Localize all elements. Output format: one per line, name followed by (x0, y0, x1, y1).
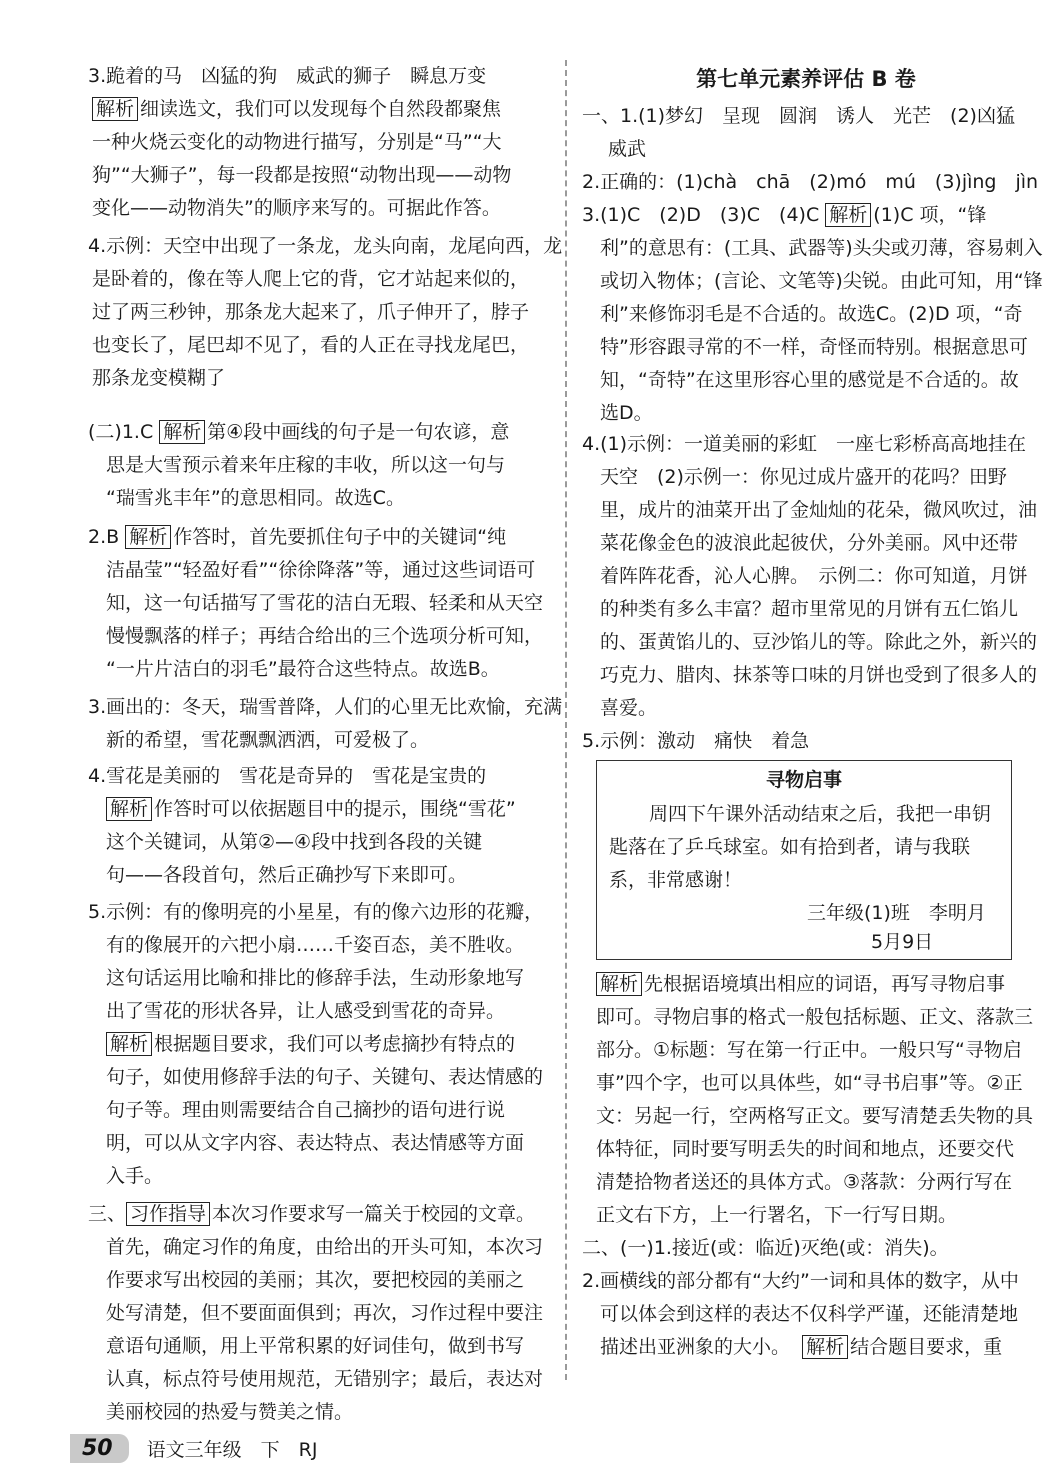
page-number: 50 (70, 1434, 129, 1463)
analysis-tag: 解析 (106, 1032, 152, 1056)
p2q3-line1: 3.画出的：冬天，瑞雪普降，人们的心里无比欢愉，充满 (88, 696, 563, 718)
s1q5b-line4: 事”四个字，也可以具体些，如“寻书启事”等。②正 (596, 1072, 1023, 1094)
analysis-tag: 解析 (125, 525, 171, 549)
s1q3-line2: 利”的意思有：(工具、武器等)头尖或刃薄，容易刺入 (600, 237, 1043, 259)
p3-line4: 处写清楚，但不要面面俱到；再次，习作过程中要注 (106, 1302, 544, 1324)
s1q5b-line2: 即可。寻物启事的格式一般包括标题、正文、落款三 (596, 1006, 1034, 1028)
s1q4-line9: 喜爱。 (600, 697, 658, 719)
p2q2-line1: 2.B 解析 作答时，首先要抓住句子中的关键词“纯 (88, 526, 507, 548)
p2q1-line3: “瑞雪兆丰年”的意思相同。故选C。 (106, 487, 405, 509)
s1q3-line3: 或切入物体；(言论、文笔等)尖锐。由此可知，用“锋 (600, 270, 1043, 292)
s1q3-line1: 3.(1)C (2)D (3)C (4)C 解析 (1)C 项，“锋 (582, 204, 987, 226)
q4-line2: 是卧着的，像在等人爬上它的背，它才站起来似的， (92, 268, 530, 290)
s1q1-line2: 威武 (608, 138, 647, 160)
p2q2-line5: “一片片洁白的羽毛”最符合这些特点。故选B。 (106, 658, 500, 680)
q3-analysis-line: 解析 细读选文，我们可以发现每个自然段都聚焦 (92, 93, 501, 125)
analysis-tag: 解析 (106, 797, 152, 821)
column-divider (565, 60, 567, 1380)
p2q3-line2: 新的希望，雪花飘飘洒洒，可爱极了。 (106, 729, 430, 751)
p2q4-line4: 句——各段首句，然后正确抄写下来即可。 (106, 864, 468, 886)
p2q5-analysis: 解析 根据题目要求，我们可以考虑摘抄有特点的 (106, 1028, 515, 1060)
p2q5-line8: 明，可以从文字内容、表达特点、表达情感等方面 (106, 1132, 525, 1154)
p2q4-line1: 4.雪花是美丽的 雪花是奇异的 雪花是宝贵的 (88, 765, 487, 787)
analysis-tag: 解析 (596, 972, 642, 996)
q3-line3: 一种火烧云变化的动物进行描写，分别是“马”“大 (92, 131, 502, 153)
s1q4-line6: 的种类有多么丰富？超市里常见的月饼有五仁馅儿 (600, 598, 1019, 620)
p2q5-line6: 句子，如使用修辞手法的句子、关键句、表达情感的 (106, 1066, 544, 1088)
p2q2-line4: 慢慢飘落的样子；再结合给出的三个选项分析可知， (106, 625, 544, 647)
s1q4-line2: 天空 (2)示例一：你见过成片盛开的花吗？田野 (600, 466, 1007, 488)
notice-date: 5月9日 (871, 931, 934, 953)
s1q5b-line3: 部分。①标题：写在第一行正中。一般只写“寻物启 (596, 1039, 1022, 1061)
s1q4-line5: 着阵阵花香，沁人心脾。 示例二：你可知道，月饼 (600, 565, 1028, 587)
q3-line1: 3.跪着的马 凶猛的狗 威武的狮子 瞬息万变 (88, 65, 487, 87)
notice-line2: 匙落在了乒乓球室。如有拾到者，请与我联 (609, 836, 971, 858)
p3-line6: 认真，标点符号使用规范，无错别字；最后，表达对 (106, 1368, 544, 1390)
p2q1-line1: (二)1.C 解析 第④段中画线的句子是一句农谚，意 (88, 421, 510, 443)
notice-line3: 系，非常感谢！ (609, 869, 743, 891)
q4-line1: 4.示例：天空中出现了一条龙，龙头向南，龙尾向西，龙 (88, 235, 563, 257)
p2q5-line3: 这句话运用比喻和排比的修辞手法，生动形象地写 (106, 967, 525, 989)
p3-line5: 意语句通顺，用上平常积累的好词佳句，做到书写 (106, 1335, 525, 1357)
p2q4-analysis: 解析 作答时可以依据题目中的提示，围绕“雪花” (106, 793, 516, 825)
page-footer (70, 1428, 317, 1468)
q4-line5: 那条龙变模糊了 (92, 367, 226, 389)
p2q5-line1: 5.示例：有的像明亮的小星星，有的像六边形的花瓣， (88, 901, 544, 923)
s1q1-line1: 一、1.(1)梦幻 呈现 圆润 诱人 光芒 (2)凶猛 (582, 105, 1015, 127)
s1q5b-line6: 体特征，同时要写明丢失的时间和地点，还要交代 (596, 1138, 1015, 1160)
p2q5-line2: 有的像展开的六把小扇……千姿百态，美不胜收。 (106, 934, 525, 956)
analysis-tag: 解析 (92, 97, 138, 121)
s1q3-line5: 特”形容跟寻常的不一样，奇怪而特别。根据意思可 (600, 336, 1028, 358)
p2q1-line2: 思是大雪预示着来年庄稼的丰收，所以这一句与 (106, 454, 506, 476)
s1q3-line4: 利”来修饰羽毛是不合适的。故选C。(2)D 项，“奇 (600, 303, 1023, 325)
q3-line5: 变化——动物消失”的顺序来写的。可据此作答。 (92, 197, 501, 219)
p2q5-line7: 句子等。理由则需要结合自己摘抄的语句进行说 (106, 1099, 506, 1121)
p2q4-line3: 这个关键词，从第②—④段中找到各段的关键 (106, 831, 483, 853)
p2q2-line3: 知，这一句话描写了雪花的洁白无瑕、轻柔和从天空 (106, 592, 544, 614)
p2q5-line9: 入手。 (106, 1165, 164, 1187)
s1q5b-analysis: 解析 先根据语境填出相应的词语，再写寻物启事 (596, 968, 1005, 1000)
q4-line3: 过了两三秒钟，那条龙大起来了，爪子伸开了，脖子 (92, 301, 530, 323)
s1q4-line1: 4.(1)示例：一道美丽的彩虹 一座七彩桥高高地挂在 (582, 433, 1027, 455)
notice-title: 寻物启事 (765, 769, 842, 791)
s1q5b-line5: 文：另起一行，空两格写正文。要写清楚丢失物的具 (596, 1105, 1034, 1127)
s1q5b-line8: 正文右下方，上一行署名，下一行写日期。 (596, 1204, 958, 1226)
s1q4-line4: 菜花像金色的波浪此起彼伏，分外美丽。风中还带 (600, 532, 1019, 554)
analysis-tag: 解析 (802, 1335, 848, 1359)
s1q5: 5.示例：激动 痛快 着急 (582, 730, 810, 752)
p3-line1: 三、 习作指导 本次习作要求写一篇关于校园的文章。 (88, 1203, 536, 1225)
notice-signature: 三年级(1)班 李明月 (807, 902, 986, 924)
p2q2-line2: 洁晶莹”“轻盈好看”“徐徐降落”等，通过这些词语可 (106, 559, 536, 581)
p3-line3: 作要求写出校园的美丽；其次，要把校园的美丽之 (106, 1269, 525, 1291)
s1q4-line3: 里，成片的油菜开出了金灿灿的花朵，微风吹过，油 (600, 499, 1038, 521)
section-title: 第七单元素养评估 B 卷 (696, 67, 916, 91)
p3-line2: 首先，确定习作的角度，由给出的开头可知，本次习 (106, 1236, 544, 1258)
s1q3-line7: 选D。 (600, 402, 653, 424)
analysis-tag: 解析 (159, 420, 205, 444)
footer-label: 语文三年级 下 RJ (146, 1438, 318, 1461)
s1q4-line7: 的、蛋黄馅儿的、豆沙馅儿的等。除此之外，新兴的 (600, 631, 1038, 653)
writing-guide-tag: 习作指导 (126, 1202, 210, 1226)
s1q2: 2.正确的：(1)chà chā (2)mó mú (3)jìng jìn (582, 171, 1039, 193)
lost-item-notice (596, 760, 1012, 960)
s2q1: 二、(一)1.接近(或：临近)灭绝(或：消失)。 (582, 1237, 949, 1259)
q4-line4: 也变长了，尾巴却不见了，看的人正在寻找龙尾巴， (92, 334, 530, 356)
s1q3-line6: 知，“奇特”在这里形容心里的感觉是不合适的。故 (600, 369, 1019, 391)
s2q2-line1: 2.画横线的部分都有“大约”一词和具体的数字，从中 (582, 1270, 1019, 1292)
s1q5b-line7: 清楚拾物者送还的具体方式。③落款：分两行写在 (596, 1171, 1013, 1193)
notice-line1: 周四下午课外活动结束之后，我把一串钥 (649, 803, 992, 825)
p3-line7: 美丽校园的热爱与赞美之情。 (106, 1401, 354, 1423)
analysis-tag: 解析 (825, 203, 871, 227)
p2q5-line4: 出了雪花的形状各异，让人感受到雪花的奇异。 (106, 1000, 506, 1022)
s1q4-line8: 巧克力、腊肉、抹茶等口味的月饼也受到了很多人的 (600, 664, 1038, 686)
q3-line4: 狗”“大狮子”，每一段都是按照“动物出现——动物 (92, 164, 512, 186)
s2q2-line2: 可以体会到这样的表达不仅科学严谨，还能清楚地 (600, 1303, 1019, 1325)
s2q2-line3: 描述出亚洲象的大小。 解析 结合题目要求，重 (600, 1336, 1003, 1358)
